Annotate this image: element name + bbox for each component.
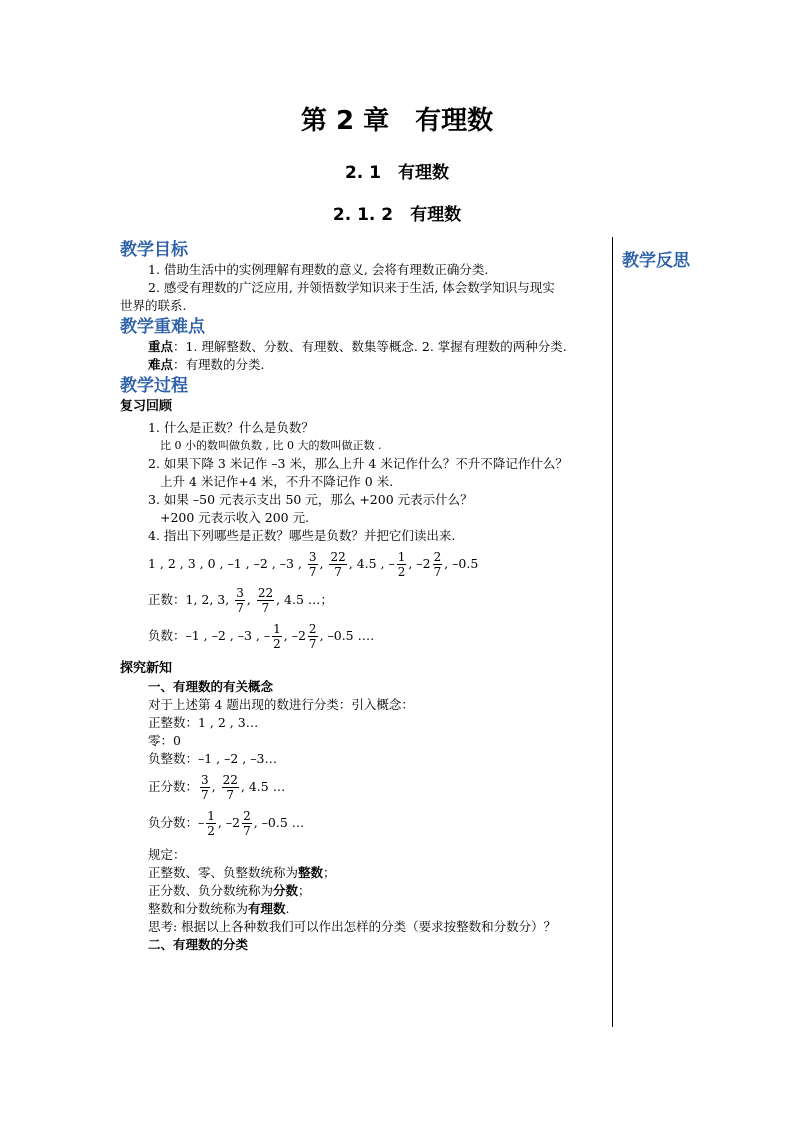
objective-2-line2: 世界的联系. [120,298,187,313]
fraction-numerator: 1 [273,622,281,636]
rule-1-text: 正整数、零、负整数统称为 [148,865,299,880]
fraction-numerator: 2 [308,622,317,636]
section-title: 2. 1 有理数 [344,163,450,183]
zero-line: 零：0 [148,733,181,748]
key-point-line [120,338,608,356]
key-label: 重点 [148,339,174,354]
objectives-heading: 教学目标 [120,240,188,260]
think-question: 思考: 根据以上各种数我们可以作出怎样的分类（要求按整数和分数分）？ [148,919,557,934]
question-3: 3. 如果 –50 元表示支出 50 元，那么 +200 元表示什么？ [148,492,473,507]
negative-sep: , –2 [283,628,306,643]
positive-fractions-label: 正分数： [148,779,199,794]
fraction-denominator: 2 [397,565,406,579]
fraction-3-7 [200,773,210,802]
negative-numbers [120,619,608,653]
fraction-1-2 [272,622,282,651]
process-heading: 教学过程 [120,376,188,396]
rule-1 [120,864,608,882]
fraction-denominator: 7 [226,788,235,802]
rule-3 [120,900,608,918]
fraction-numerator: 2 [433,550,442,564]
number-list: 1 , 2 , 3 , 0 , –1 , –2 , –3 , $\frac{3}{7}$ , $\frac{22}{7}$ , 4.5 , – $\frac{1}{2}$ , –2 $\frac{2}{7}$ , –0.5 [148,550,479,579]
rule-2-end: ； [298,883,311,898]
negative-fractions [120,806,608,840]
number-list-prefix: 1 , 2 , 3 , 0 , –1 , –2 , –3 , [148,556,302,571]
fraction-3-7 [308,550,318,579]
question-2: 2. 如果下降 3 米记作 –3 米，那么上升 4 米记作什么？不升不降记作什么？ [148,456,568,471]
review-heading: 复习回顾 [120,399,173,414]
fraction-numerator: 3 [236,586,244,600]
negative-label: 负数：–1 , –2 , –3 , – [148,628,271,643]
fraction-numerator: 22 [330,550,346,564]
number-list-end: , –0.5 [444,556,479,571]
fraction-22-7 [222,773,239,802]
difficult-point-line [120,356,608,374]
fraction-22-7 [257,586,274,615]
reflection-heading: 教学反思 [622,251,690,271]
key-text: ：1. 理解整数、分数、有理数、数集等概念. 2. 掌握有理数的两种分类. [173,339,567,354]
number-list-mid: 4.5 , – [356,556,395,571]
answer-1: 比 0 小的数叫做负数 , 比 0 大的数叫做正数 . [160,439,382,452]
fraction-denominator: 2 [207,824,215,838]
question-4: 4. 指出下列哪些是正数？哪些是负数？并把它们读出来. [148,528,456,543]
column-divider [612,237,613,1027]
chapter-title: 第 2 章 有理数 [300,106,494,136]
fraction-2-7 [433,550,443,579]
positive-integers: 正整数：1 , 2 , 3… [148,715,259,730]
fraction-numerator: 22 [222,773,238,787]
explore-sub2: 二、有理数的分类 [148,937,249,952]
explore-intro: 对于上述第 4 题出现的数进行分类：引入概念： [148,697,414,712]
lesson-body [120,238,608,954]
rule-2-text: 正分数、负分数统称为 [148,883,274,898]
objective-1: 1. 借助生活中的实例理解有理数的意义, 会将有理数正确分类. [148,262,489,277]
negative-fractions-end: , –0.5 … [253,815,305,830]
positive-fractions-end: , 4.5 … [240,779,286,794]
positive-end: , 4.5 …； [276,592,333,607]
subsection-title: 2. 1. 2 有理数 [332,205,462,225]
rule-1-end: ； [323,865,336,880]
rule-3-end: . [285,901,290,916]
difficult-text: ：有理数的分类. [173,357,265,372]
fraction-2-7 [308,622,318,651]
negative-fractions-label: 负分数：– [148,815,205,830]
fraction-denominator: 7 [261,601,270,615]
rule-label: 规定： [148,847,186,862]
positive-label: 正数：1, 2, 3, [148,592,230,607]
fraction-1-2 [206,809,216,838]
number-list-sep: , –2 [408,556,431,571]
fraction-denominator: 7 [433,565,442,579]
objective-2-line1: 2. 感受有理数的广泛应用, 并领悟数学知识来于生活, 体会数学知识与现实 [148,280,555,295]
fraction-denominator: 7 [236,601,244,615]
rule-3-term: 有理数 [248,901,286,916]
fraction-denominator: 7 [308,565,317,579]
answer-3: +200 元表示收入 200 元. [160,510,310,525]
fraction-numerator: 1 [397,550,406,564]
fraction-2-7 [242,809,252,838]
explore-heading: 探究新知 [120,661,173,676]
fraction-numerator: 1 [207,809,215,823]
rule-2 [120,882,608,900]
fraction-1-2 [397,550,407,579]
fraction-denominator: 7 [334,565,342,579]
negative-end: , –0.5 …. [319,628,375,643]
positive-numbers: 正数：1, 2, 3, $\frac{3}{7}$ , $\frac{22}{7}$ , 4.5 …； [148,586,333,615]
explore-sub1: 一、有理数的有关概念 [148,679,274,694]
fraction-numerator: 3 [201,773,209,787]
fraction-numerator: 22 [257,586,274,600]
answer-2: 上升 4 米记作+4 米，不升不降记作 0 米. [160,474,394,489]
positive-fractions: 正分数： $\frac{3}{7}$ , $\frac{22}{7}$ , 4.5 … [148,773,286,802]
fraction-numerator: 2 [243,809,251,823]
rule-1-term: 整数 [298,865,324,880]
fraction-denominator: 7 [308,637,317,651]
fraction-denominator: 7 [243,824,251,838]
rule-3-text: 整数和分数统称为 [148,901,249,916]
question-1: 1. 什么是正数？什么是负数？ [148,420,314,435]
fraction-denominator: 7 [201,788,209,802]
rule-2-term: 分数 [273,883,299,898]
fraction-3-7 [235,586,245,615]
difficult-label: 难点 [148,357,174,372]
negative-integers: 负整数：–1 , –2 , –3… [148,751,277,766]
negative-fractions-sep: , –2 [217,815,241,830]
fraction-numerator: 3 [308,550,317,564]
fraction-denominator: 2 [273,637,281,651]
fraction-22-7 [329,550,346,579]
key-points-heading: 教学重难点 [120,317,205,337]
